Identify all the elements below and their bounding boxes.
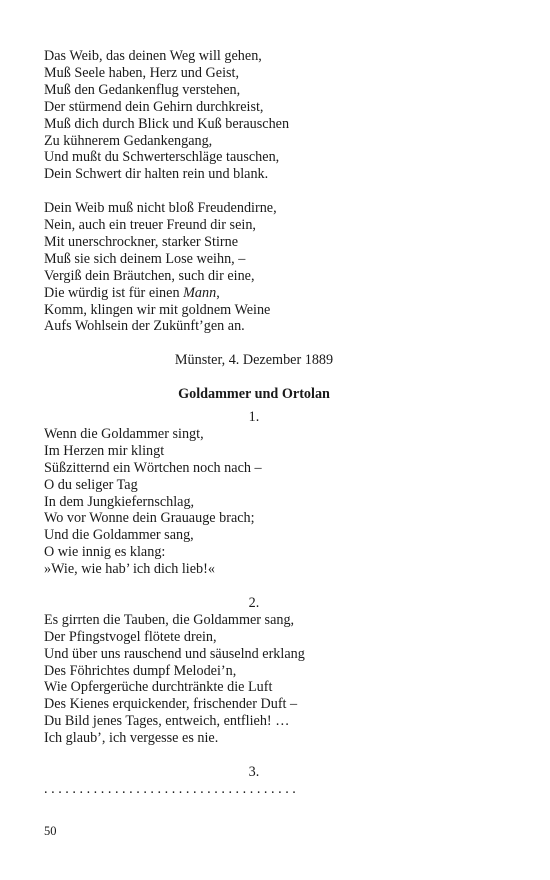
verse-line: In dem Jungkiefernschlag, <box>44 493 195 510</box>
verse-line: Des Föhrichtes dumpf Melodei’n, <box>44 662 237 679</box>
verse-line: Dein Schwert dir halten rein und blank. <box>44 166 269 183</box>
stanza-2 <box>44 200 464 335</box>
verse-line: Ich glaub’, ich vergesse es nie. <box>44 730 219 747</box>
verse-line: Wenn die Goldammer singt, <box>44 425 204 442</box>
verse-line: Es girrten die Tauben, die Goldammer sang, <box>44 611 295 628</box>
stanza-gap <box>44 183 464 200</box>
section-1 <box>44 426 464 578</box>
verse-line: Muß Seele haben, Herz und Geist, <box>44 64 240 81</box>
verse-line: Vergiß dein Bräutchen, such dir eine, <box>44 267 255 284</box>
verse-line: Du Bild jenes Tages, entweich, entflieh! … <box>44 713 290 730</box>
verse-line: Des Kienes erquickender, frischender Duft – <box>44 696 298 713</box>
stanza-1 <box>44 48 464 183</box>
page-number: 50 <box>44 824 57 838</box>
verse-line: Nein, auch ein treuer Freund dir sein, <box>44 217 256 234</box>
section-number-3: 3. <box>248 763 260 780</box>
verse-line-with-italic <box>44 285 464 302</box>
section-gap <box>44 747 464 764</box>
verse-line-end: , <box>216 284 220 301</box>
verse-line: Der stürmend dein Gehirn durchkreist, <box>44 98 264 115</box>
verse-line: Wo vor Wonne dein Grauauge brach; <box>44 510 255 527</box>
section-number-2: 2. <box>248 594 260 611</box>
page-body <box>44 48 464 798</box>
verse-line: Der Pfingstvogel flötete drein, <box>44 628 217 645</box>
verse-line-start: Die würdig ist für einen <box>44 284 184 301</box>
italic-word: Mann <box>183 284 217 301</box>
verse-line: Aufs Wohlsein der Zukünft’gen an. <box>44 318 245 335</box>
verse-line: Im Herzen mir klingt <box>44 442 165 459</box>
verse-line: Muß sie sich deinem Lose weihn, – <box>44 250 246 267</box>
verse-line: Zu kühnerem Gedankengang, <box>44 132 213 149</box>
verse-line: Muß dich durch Blick und Kuß berauschen <box>44 115 290 132</box>
verse-line: Und die Goldammer sang, <box>44 527 194 544</box>
section-number-1: 1. <box>248 408 260 425</box>
ellipsis-line: . . . . . . . . . . . . . . . . . . . . . . . . . . . . . . . . . . . . <box>44 780 296 797</box>
verse-line: Dein Weib muß nicht bloß Freudendirne, <box>44 200 277 217</box>
verse-line: O wie innig es klang: <box>44 544 166 561</box>
verse-line: Wie Opfergerüche durchtränkte die Luft <box>44 679 273 696</box>
verse-line: »Wie, wie hab’ ich dich lieb!« <box>44 561 215 578</box>
verse-line: Muß den Gedankenflug verstehen, <box>44 81 241 98</box>
poem-title: Goldammer und Ortolan <box>178 386 330 403</box>
section-2 <box>44 612 464 747</box>
verse-line: Mit unerschrockner, starker Stirne <box>44 233 239 250</box>
verse-line: Und über uns rauschend und säuselnd erklang <box>44 645 305 662</box>
verse-line: Und mußt du Schwerterschläge tauschen, <box>44 149 280 166</box>
verse-line: O du seliger Tag <box>44 476 138 493</box>
verse-line: Das Weib, das deinen Weg will gehen, <box>44 48 262 64</box>
stanza-gap <box>44 335 464 352</box>
dateline: Münster, 4. Dezember 1889 <box>174 352 334 369</box>
verse-line: Süßzitternd ein Wörtchen noch nach – <box>44 459 262 476</box>
verse-line: Komm, klingen wir mit goldnem Weine <box>44 301 271 318</box>
section-gap <box>44 578 464 595</box>
section-gap <box>44 369 464 386</box>
